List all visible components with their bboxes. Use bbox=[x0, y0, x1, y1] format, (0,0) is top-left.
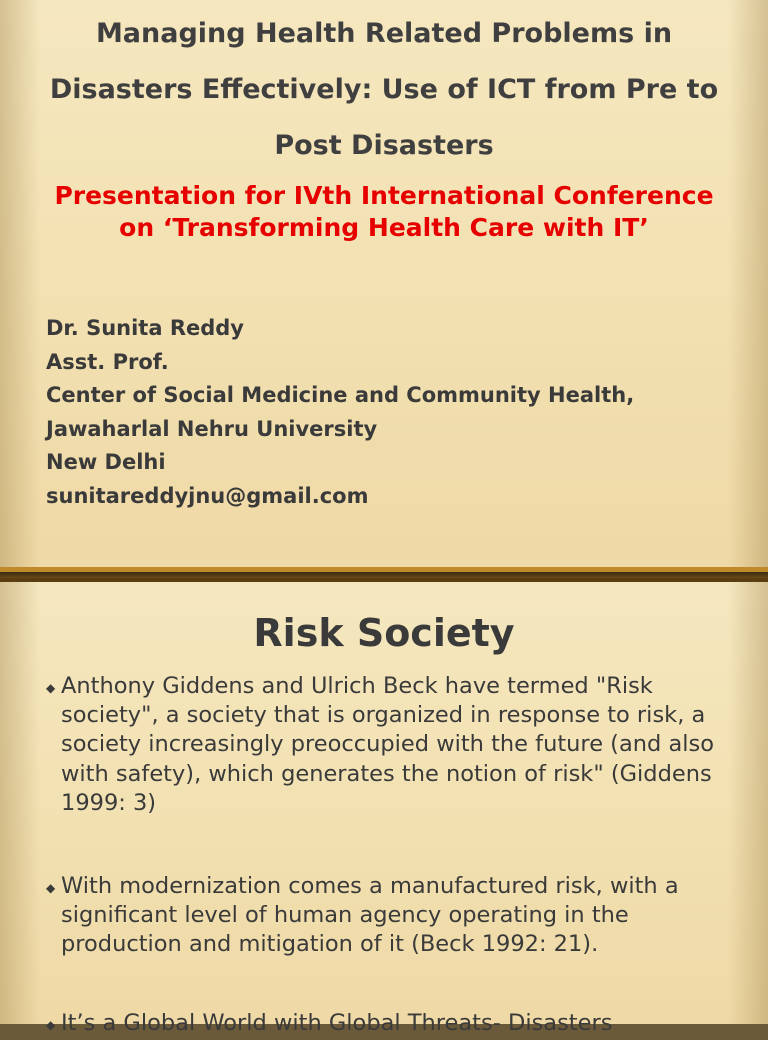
author-center: Center of Social Medicine and Community Health, bbox=[46, 383, 635, 408]
author-position: Asst. Prof. bbox=[46, 349, 169, 374]
bullet-text: Anthony Giddens and Ulrich Beck have termed "Risk society", a society that is organized in response to risk, a society increasingly preoccupied with the future (and also with safety), which generates the notion of risk" (Giddens 1999: 3) bbox=[61, 673, 714, 816]
slide-1-title: Managing Health Related Problems in Disasters Effectively: Use of ICT from Pre to Post Disasters bbox=[49, 18, 719, 161]
diamond-bullet-icon: ◆ bbox=[46, 1018, 56, 1032]
slide-2 bbox=[0, 578, 768, 1036]
slide-2-title: Risk Society bbox=[253, 611, 515, 655]
diamond-bullet-icon: ◆ bbox=[46, 681, 56, 695]
author-city: New Delhi bbox=[46, 450, 166, 475]
author-block bbox=[46, 312, 736, 514]
bullet-item bbox=[46, 672, 726, 818]
author-email[interactable]: sunitareddyjnu@gmail.com bbox=[46, 483, 369, 508]
bullet-item bbox=[46, 872, 726, 960]
bullet-text: With modernization comes a manufactured risk, with a significant level of human agency operating in the production and mitigation of it (Beck 1992: 21). bbox=[61, 873, 679, 958]
author-university: Jawaharlal Nehru University bbox=[46, 416, 378, 441]
diamond-bullet-icon: ◆ bbox=[46, 881, 56, 895]
conference-subtitle: Presentation for IVth International Conference on ‘Transforming Health Care with IT’ bbox=[54, 181, 714, 242]
bullet-text: It’s a Global World with Global Threats- Disasters bbox=[61, 1010, 613, 1036]
author-name: Dr. Sunita Reddy bbox=[46, 316, 244, 340]
